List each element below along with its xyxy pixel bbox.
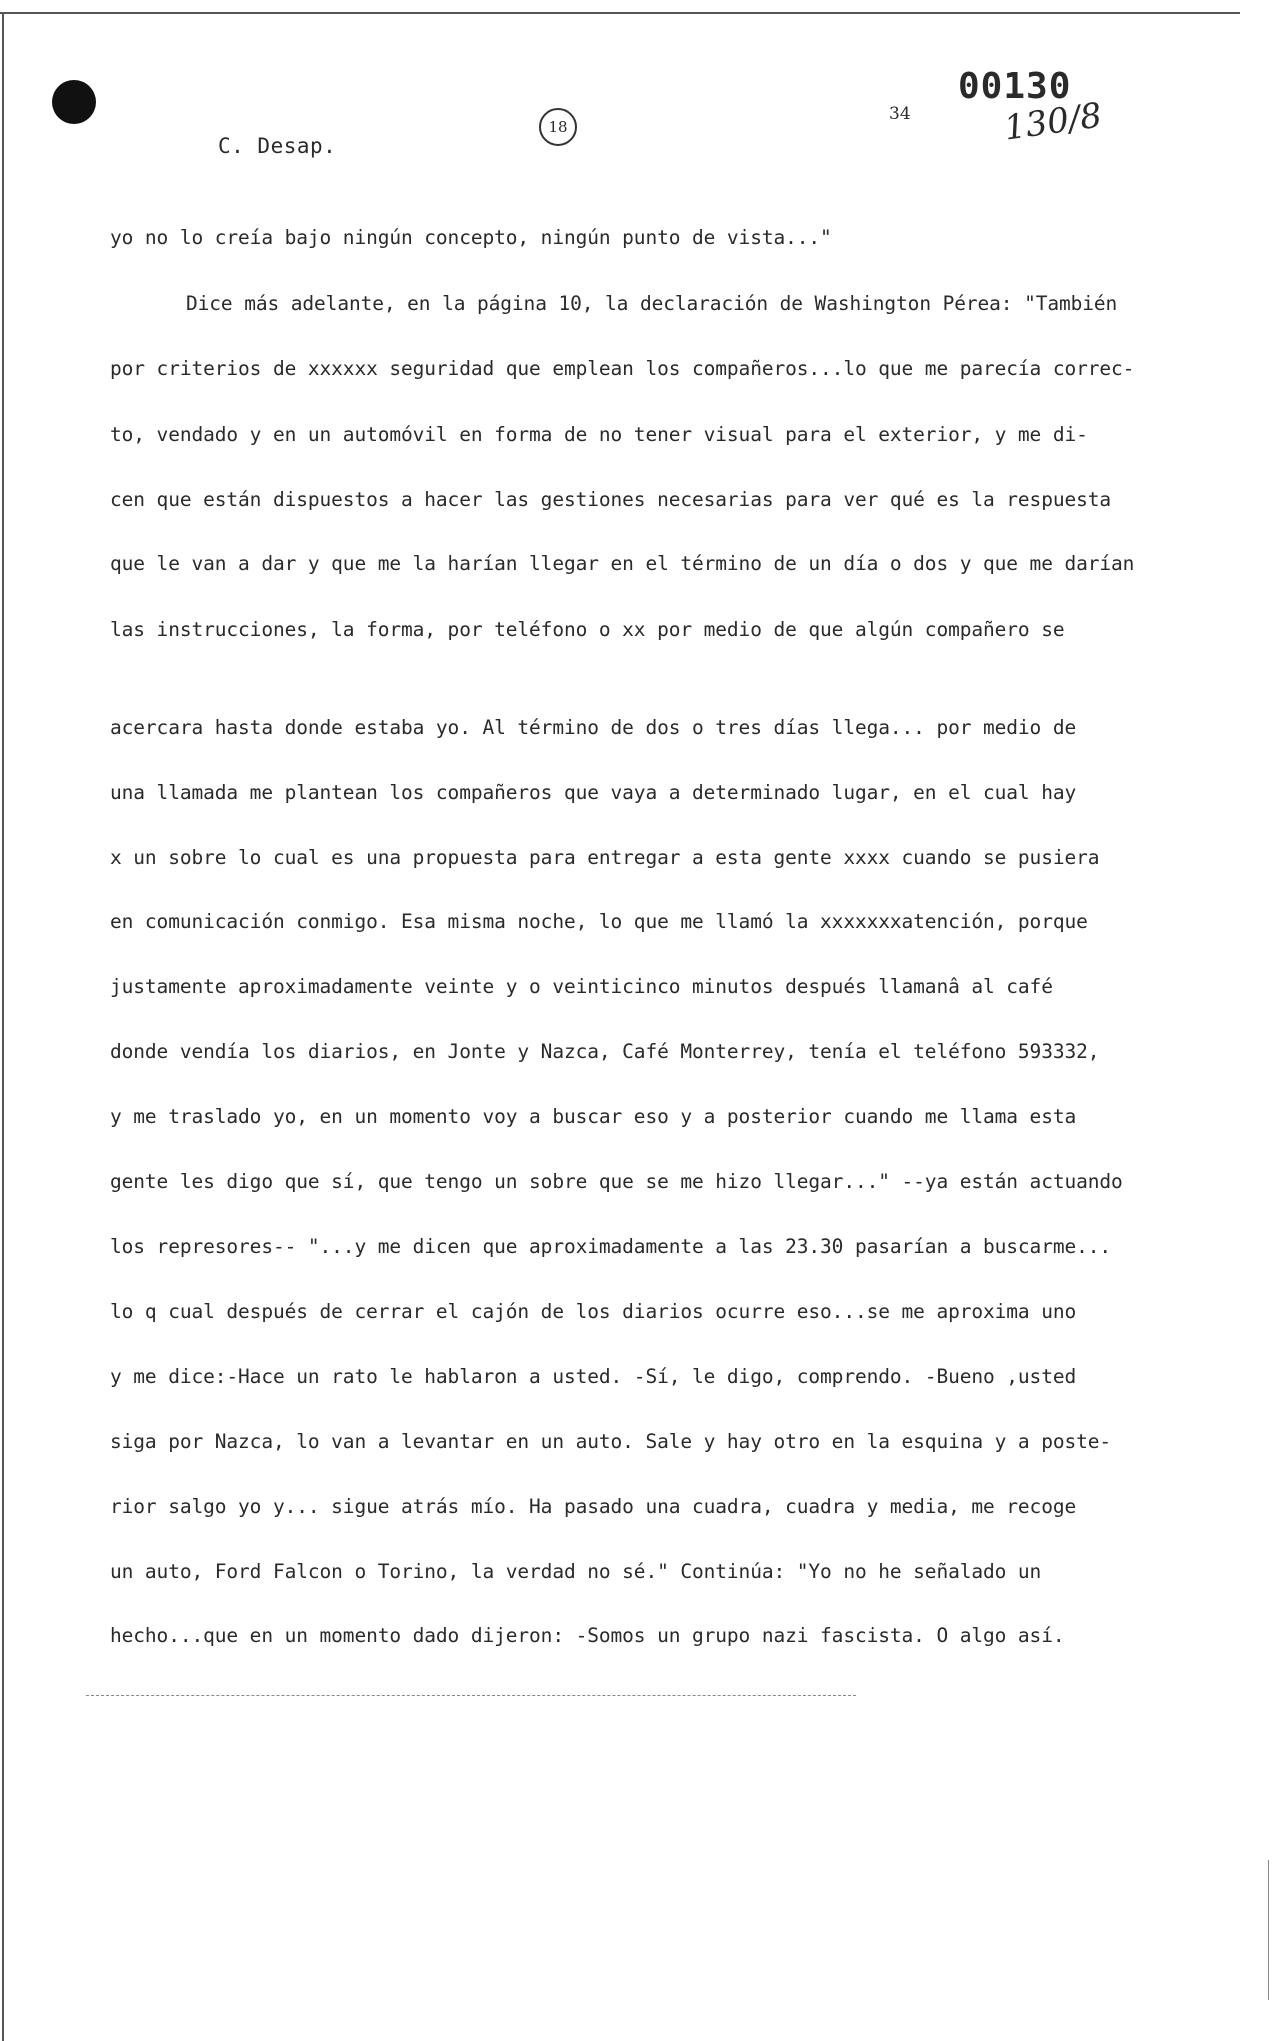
page-frame-right: [1268, 1860, 1269, 2000]
text-line: Dice más adelante, en la página 10, la declaración de Washington Pérea: "También: [186, 292, 1118, 315]
text-line: x un sobre lo cual es una propuesta para entregar a esta gente xxxx cuando se pusiera: [110, 846, 1100, 869]
hole-punch-mark: [52, 80, 96, 124]
page-frame-left: [2, 14, 4, 2041]
text-line: una llamada me plantean los compañeros que vaya a determinado lugar, en el cual hay: [110, 781, 1077, 804]
text-line: justamente aproximadamente veinte y o veinticinco minutos después llamanâ al café: [110, 975, 1053, 998]
text-line: gente les digo que sí, que tengo un sobre que se me hizo llegar..." --ya están actuando: [110, 1170, 1123, 1193]
text-line: los represores-- "...y me dicen que aproximadamente a las 23.30 pasarían a buscarme...: [110, 1235, 1112, 1258]
header-label: C. Desap.: [218, 134, 337, 158]
text-line: las instrucciones, la forma, por teléfono o xx por medio de que algún compañero se: [110, 618, 1065, 641]
text-line: que le van a dar y que me la harían llegar en el término de un día o dos y que me darían: [110, 552, 1135, 575]
page-frame-top: [0, 12, 1240, 14]
handwritten-number: 130/8: [1001, 95, 1105, 149]
text-line: yo no lo creía bajo ningún concepto, ningún punto de vista...": [110, 226, 832, 249]
text-line: donde vendía los diarios, en Jonte y Nazca, Café Monterrey, tenía el teléfono 593332,: [110, 1040, 1100, 1063]
circle-stamp: 18: [539, 108, 577, 146]
text-line: lo q cual después de cerrar el cajón de los diarios ocurre eso...se me aproxima uno: [110, 1300, 1077, 1323]
stamp-number: 00130: [958, 66, 1072, 107]
text-line: y me dice:-Hace un rato le hablaron a usted. -Sí, le digo, comprendo. -Bueno ,usted: [110, 1365, 1077, 1388]
text-line: por criterios de xxxxxx seguridad que emplean los compañeros...lo que me parecía correc-: [110, 357, 1135, 380]
text-line: cen que están dispuestos a hacer las gestiones necesarias para ver qué es la respuesta: [110, 488, 1112, 511]
text-line: acercara hasta donde estaba yo. Al término de dos o tres días llega... por medio de: [110, 716, 1077, 739]
text-line: en comunicación conmigo. Esa misma noche, lo que me llamó la xxxxxxxatención, porque: [110, 910, 1088, 933]
footer-rule: [86, 1695, 856, 1696]
page-number: 34: [889, 104, 911, 124]
text-line: y me traslado yo, en un momento voy a buscar eso y a posterior cuando me llama esta: [110, 1105, 1077, 1128]
text-line: un auto, Ford Falcon o Torino, la verdad no sé." Continúa: "Yo no he señalado un: [110, 1560, 1042, 1583]
text-line: rior salgo yo y... sigue atrás mío. Ha pasado una cuadra, cuadra y media, me recoge: [110, 1495, 1077, 1518]
text-line: hecho...que en un momento dado dijeron: -Somos un grupo nazi fascista. O algo así.: [110, 1624, 1065, 1647]
text-line: siga por Nazca, lo van a levantar en un auto. Sale y hay otro en la esquina y a poste-: [110, 1430, 1112, 1453]
text-line: to, vendado y en un automóvil en forma de no tener visual para el exterior, y me di-: [110, 423, 1088, 446]
